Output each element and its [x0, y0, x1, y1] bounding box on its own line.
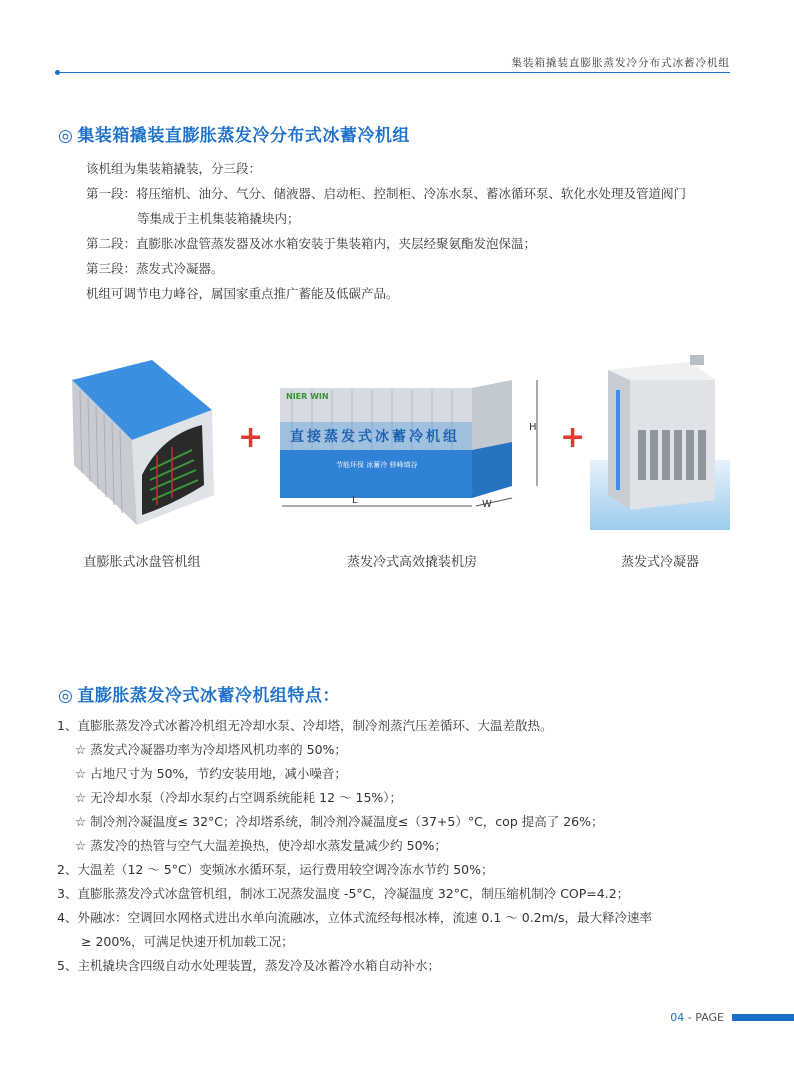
- page-number: 04: [670, 1011, 685, 1024]
- header-rule: [58, 72, 730, 73]
- feature-subitem: ☆ 无冷却水泵（冷却水泵约占空调系统能耗 12 ～ 15%）；: [75, 790, 403, 805]
- container-label: 直接蒸发式冰蓄冷机组: [290, 429, 460, 445]
- dim-l-label: L: [352, 495, 358, 506]
- running-header: 集装箱撬装直膨胀蒸发冷分布式冰蓄冷机组: [511, 57, 730, 69]
- container-logo: NIER WIN: [286, 392, 329, 401]
- image-caption: 蒸发式冷凝器: [620, 555, 699, 570]
- plus-sign: +: [238, 420, 264, 455]
- page-label: - PAGE: [684, 1011, 724, 1024]
- image-caption: 蒸发冷式高效撬装机房: [346, 555, 477, 570]
- page-footer: [670, 1011, 724, 1024]
- container-machine-room-image: [272, 378, 552, 518]
- image-caption: 直膨胀式冰盘管机组: [83, 555, 201, 570]
- feature-item: 4、外融冰：空调回水网格式进出水单向流融冰，立体式流经每根冰棒，流速 0.1 ～ 0.2m/s，最大释冷速率: [57, 910, 653, 925]
- feature-item: 1、直膨胀蒸发冷式冰蓄冷机组无冷却水泵、冷却塔，制冷剂蒸汽压差循环、大温差散热。: [57, 718, 553, 733]
- feature-subitem: ☆ 蒸发式冷凝器功率为冷却塔风机功率的 50%；: [75, 742, 347, 757]
- intro-line: 等集成于主机集装箱撬块内；: [137, 211, 300, 226]
- feature-subitem: ☆ 制冷剂冷凝温度≤ 32°C；冷却塔系统，制冷剂冷凝温度≤（37+5）°C，cop 提高了 26%；: [75, 814, 604, 829]
- feature-subitem: ☆ 蒸发冷的热管与空气大温差换热，使冷却水蒸发量减少约 50%；: [75, 838, 447, 853]
- dim-w-label: W: [482, 499, 492, 510]
- dim-h-label: H: [529, 422, 537, 433]
- feature-subitem: ☆ 占地尺寸为 50%，节约安装用地，减小噪音；: [75, 766, 347, 781]
- feature-item: 5、主机撬块含四级自动水处理装置，蒸发冷及冰蓄冷水箱自动补水；: [57, 958, 440, 973]
- section2-title-text: 直膨胀蒸发冷式冰蓄冷机组特点：: [77, 686, 340, 706]
- intro-line: 机组可调节电力峰谷，属国家重点推广蓄能及低碳产品。: [86, 286, 399, 301]
- feature-item: 2、大温差（12 ～ 5°C）变频冰水循环泵，运行费用较空调冷冻水节约 50%；: [57, 862, 494, 877]
- plus-sign: +: [560, 420, 586, 455]
- section1-title-text: 集装箱撬装直膨胀蒸发冷分布式冰蓄冷机组: [77, 126, 410, 146]
- section2-title: [58, 681, 340, 706]
- section1-title: [58, 121, 410, 146]
- feature-item: 3、直膨胀蒸发冷式冰盘管机组，制冰工况蒸发温度 -5°C，冷凝温度 32°C，制压缩机制冷 COP=4.2；: [57, 886, 630, 901]
- intro-text: [86, 156, 746, 306]
- intro-line: 第一段：将压缩机、油分、气分、储液器、启动柜、控制柜、冷冻水泵、蓄冰循环泵、软化水处理及管道阀门: [86, 186, 687, 201]
- intro-line: 该机组为集装箱撬装，分三段：: [86, 161, 262, 176]
- evaporative-condenser-image: [590, 350, 730, 530]
- ice-coil-unit-image: [62, 355, 222, 535]
- section1-marker: ◎: [58, 126, 74, 146]
- features-list: [57, 714, 757, 978]
- intro-line: 第三段：蒸发式冷凝器。: [86, 261, 224, 276]
- feature-item-continued: ≥ 200%，可满足快速开机加载工况；: [81, 934, 294, 949]
- container-subtext: 节能环保 冰蓄冷 移峰填谷: [336, 461, 418, 469]
- section2-marker: ◎: [58, 686, 74, 706]
- intro-line: 第二段：直膨胀冰盘管蒸发器及冰水箱安装于集装箱内，夹层经聚氨酯发泡保温；: [86, 236, 537, 251]
- footer-bar: [732, 1014, 794, 1021]
